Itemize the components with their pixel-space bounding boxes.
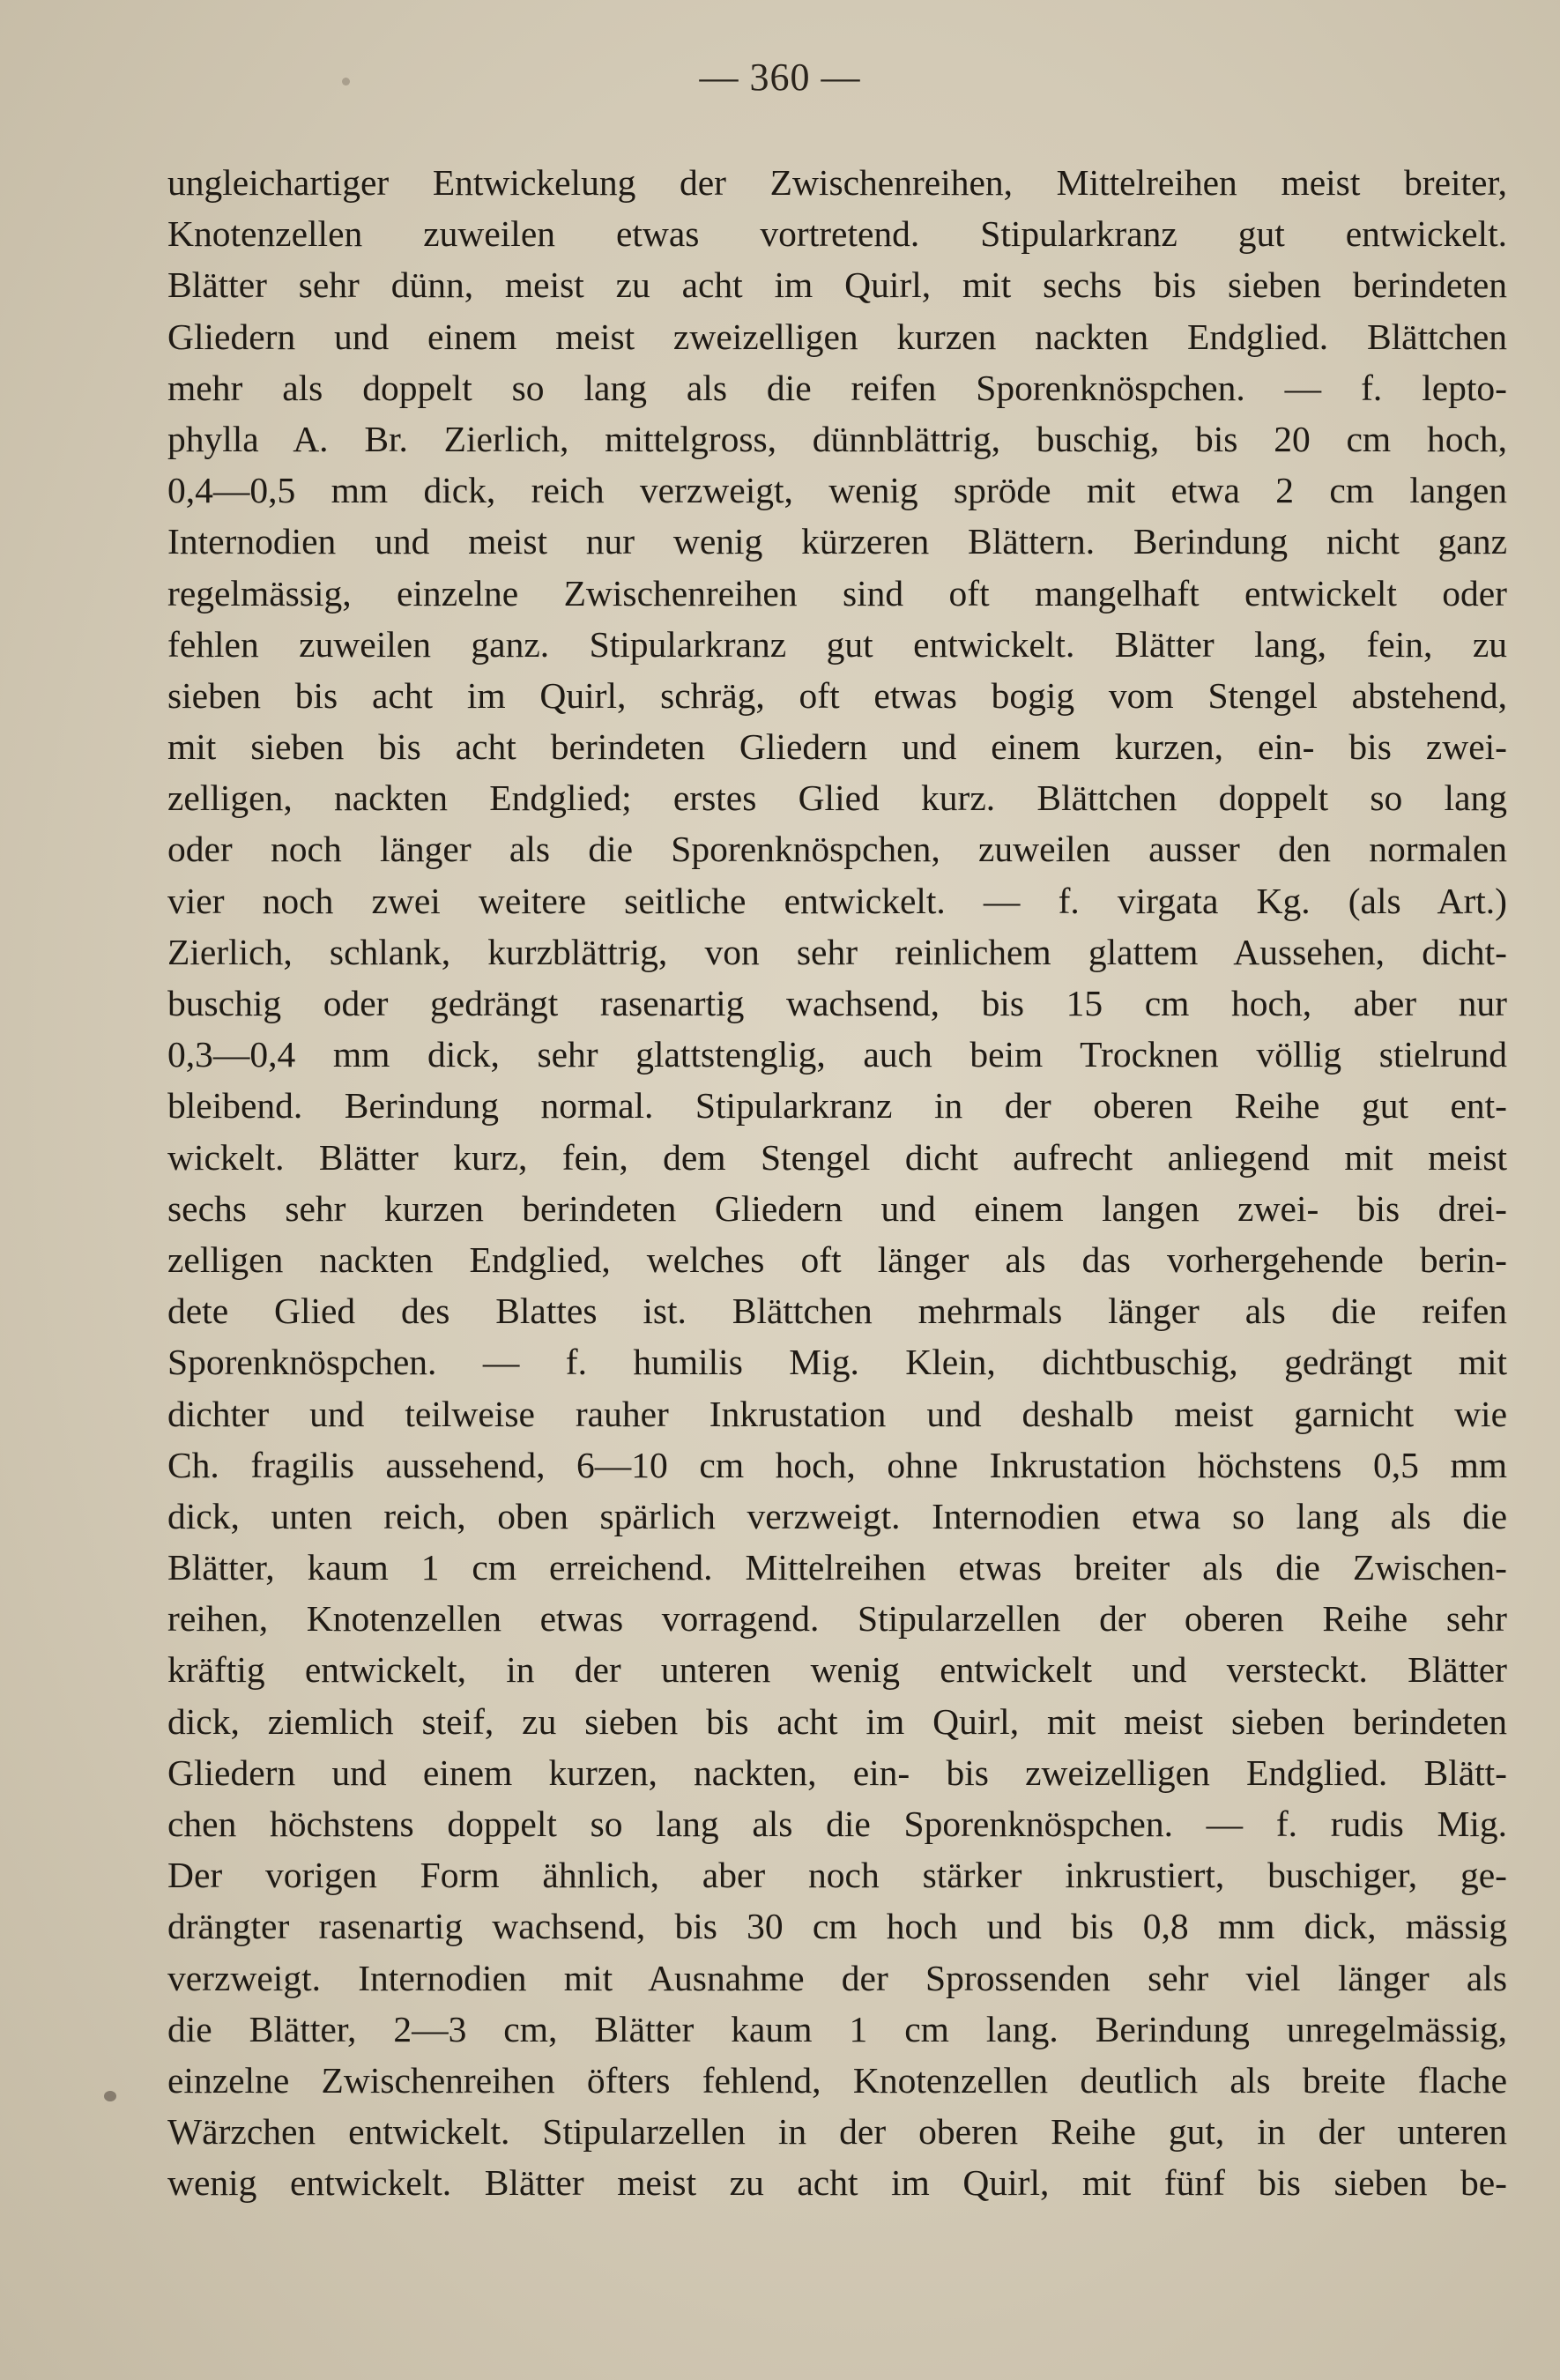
text-line: chen höchstens doppelt so lang als die Sporenknöspchen. — f. rudis Mig.	[167, 1804, 1507, 1844]
text-line: regelmässig, einzelne Zwischenreihen sind oft mangelhaft entwickelt oder	[167, 572, 1507, 614]
text-line: mehr als doppelt so lang als die reifen Sporenknöspchen. — f. lepto-	[167, 367, 1507, 408]
text-line: Blätter sehr dünn, meist zu acht im Quirl, mit sechs bis sieben berindeten	[167, 264, 1507, 306]
text-line: einzelne Zwischenreihen öfters fehlend, Knotenzellen deutlich als breite flache	[167, 2059, 1507, 2101]
text-line: reihen, Knotenzellen etwas vorragend. Stipularzellen der oberen Reihe sehr	[167, 1598, 1507, 1640]
text-line: Zierlich, schlank, kurzblättrig, von sehr reinlichem glattem Aussehen, dicht-	[167, 931, 1507, 972]
text-line: Knotenzellen zuweilen etwas vortretend. Stipularkranz gut entwickelt.	[167, 213, 1507, 255]
text-line: dick, ziemlich steif, zu sieben bis acht im Quirl, mit meist sieben berindeten	[167, 1700, 1507, 1742]
text-line: phylla A. Br. Zierlich, mittelgross, dünnblättrig, buschig, bis 20 cm hoch,	[167, 418, 1507, 459]
text-line: drängter rasenartig wachsend, bis 30 cm hoch und bis 0,8 mm dick, mässig	[167, 1906, 1507, 1947]
text-line: fehlen zuweilen ganz. Stipularkranz gut entwickelt. Blätter lang, fein, zu	[167, 623, 1507, 665]
text-line: die Blätter, 2—3 cm, Blätter kaum 1 cm lang. Berindung unregelmässig,	[167, 2008, 1507, 2049]
text-line: bleibend. Berindung normal. Stipularkranz in der oberen Reihe gut ent-	[167, 1085, 1507, 1127]
text-line: dick, unten reich, oben spärlich verzweigt. Internodien etwa so lang als die	[167, 1495, 1507, 1536]
text-line: Gliedern und einem meist zweizelligen kurzen nackten Endglied. Blättchen	[167, 316, 1507, 357]
text-line: Ch. fragilis aussehend, 6—10 cm hoch, ohne Inkrustation höchstens 0,5 mm	[167, 1444, 1507, 1485]
text-line: dichter und teilweise rauher Inkrustation und deshalb meist garnicht wie	[167, 1393, 1507, 1434]
text-line: Internodien und meist nur wenig kürzeren Blättern. Berindung nicht ganz	[167, 521, 1507, 562]
text-line: sieben bis acht im Quirl, schräg, oft etwas bogig vom Stengel abstehend,	[167, 674, 1507, 716]
text-line: Der vorigen Form ähnlich, aber noch stärker inkrustiert, buschiger, ge-	[167, 1855, 1507, 1896]
text-line: buschig oder gedrängt rasenartig wachsend, bis 15 cm hoch, aber nur	[167, 983, 1507, 1023]
text-line: oder noch länger als die Sporenknöspchen, zuweilen ausser den normalen	[167, 829, 1507, 870]
text-line: ungleichartiger Entwickelung der Zwischenreihen, Mittelreihen meist breiter,	[167, 162, 1507, 203]
body-text	[167, 157, 1507, 2209]
text-line: wickelt. Blätter kurz, fein, dem Stengel dicht aufrecht anliegend mit meist	[167, 1136, 1507, 1178]
text-line: dete Glied des Blattes ist. Blättchen mehrmals länger als die reifen	[167, 1290, 1507, 1332]
text-line: mit sieben bis acht berindeten Gliedern und einem kurzen, ein- bis zwei-	[167, 726, 1507, 768]
text-line: Sporenknöspchen. — f. humilis Mig. Klein, dichtbuschig, gedrängt mit	[167, 1342, 1507, 1383]
page-number: — 360 —	[699, 56, 861, 99]
paper-speck	[104, 2091, 116, 2101]
text-line: verzweigt. Internodien mit Ausnahme der Sprossenden sehr viel länger als	[167, 1957, 1507, 1998]
text-line: 0,4—0,5 mm dick, reich verzweigt, wenig spröde mit etwa 2 cm langen	[167, 470, 1507, 511]
text-line: kräftig entwickelt, in der unteren wenig entwickelt und versteckt. Blätter	[167, 1649, 1507, 1691]
text-line: zelligen, nackten Endglied; erstes Glied kurz. Blättchen doppelt so lang	[167, 777, 1507, 819]
text-line: wenig entwickelt. Blätter meist zu acht im Quirl, mit fünf bis sieben be-	[167, 2162, 1507, 2204]
text-line: Blätter, kaum 1 cm erreichend. Mittelreihen etwas breiter als die Zwischen-	[167, 1547, 1507, 1588]
text-line: Wärzchen entwickelt. Stipularzellen in der oberen Reihe gut, in der unteren	[167, 2111, 1507, 2153]
text-line: sechs sehr kurzen berindeten Gliedern und einem langen zwei- bis drei-	[167, 1187, 1507, 1229]
text-line: 0,3—0,4 mm dick, sehr glattstenglig, auch beim Trocknen völlig stielrund	[167, 1034, 1507, 1075]
text-line: Gliedern und einem kurzen, nackten, ein- bis zweizelligen Endglied. Blätt-	[167, 1752, 1507, 1793]
text-line: vier noch zwei weitere seitliche entwickelt. — f. virgata Kg. (als Art.)	[167, 880, 1507, 921]
text-line: zelligen nackten Endglied, welches oft länger als das vorhergehende berin-	[167, 1238, 1507, 1280]
